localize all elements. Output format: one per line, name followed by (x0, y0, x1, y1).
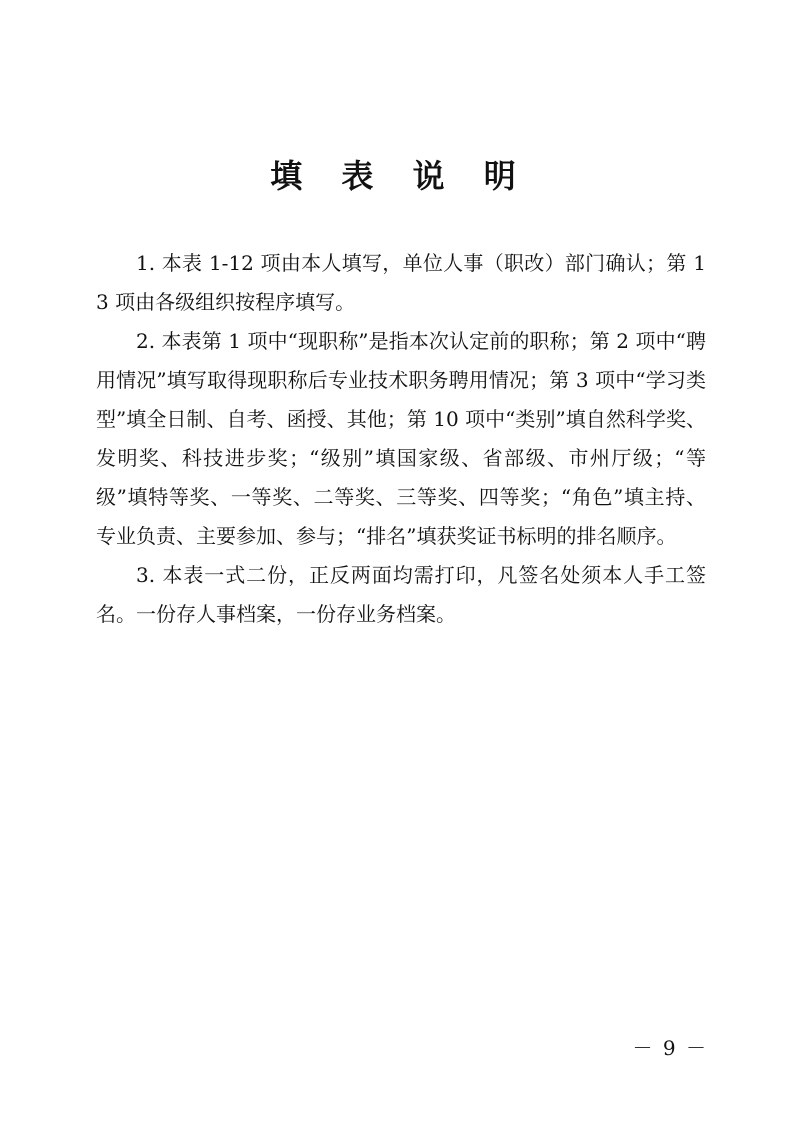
instructions-body (96, 244, 706, 634)
page-number: － 9 － (632, 1036, 708, 1060)
instruction-paragraph-2: 2. 本表第 1 项中“现职称”是指本次认定前的职称；第 2 项中“聘用情况”填写取得现职称后专业技术职务聘用情况；第 3 项中“学习类型”填全日制、自考、函授、其他；第 10 项中“类别”填自然科学奖、发明奖、科技进步奖；“级别”填国家级、省部级、市州厅级；“等级”填特等奖、一等奖、二等奖、三等奖、四等奖；“角色”填主持、专业负责、主要参加、参与；“排名”填获奖证书标明的排名顺序。 (96, 329, 706, 548)
instruction-paragraph-3: 3. 本表一式二份，正反两面均需打印，凡签名处须本人手工签名。一份存人事档案，一份存业务档案。 (96, 563, 706, 626)
instruction-paragraph-1: 1. 本表 1-12 项由本人填写，单位人事（职改）部门确认；第 13 项由各级组织按程序填写。 (96, 251, 706, 314)
page-title: 填 表 说 明 (270, 157, 530, 195)
